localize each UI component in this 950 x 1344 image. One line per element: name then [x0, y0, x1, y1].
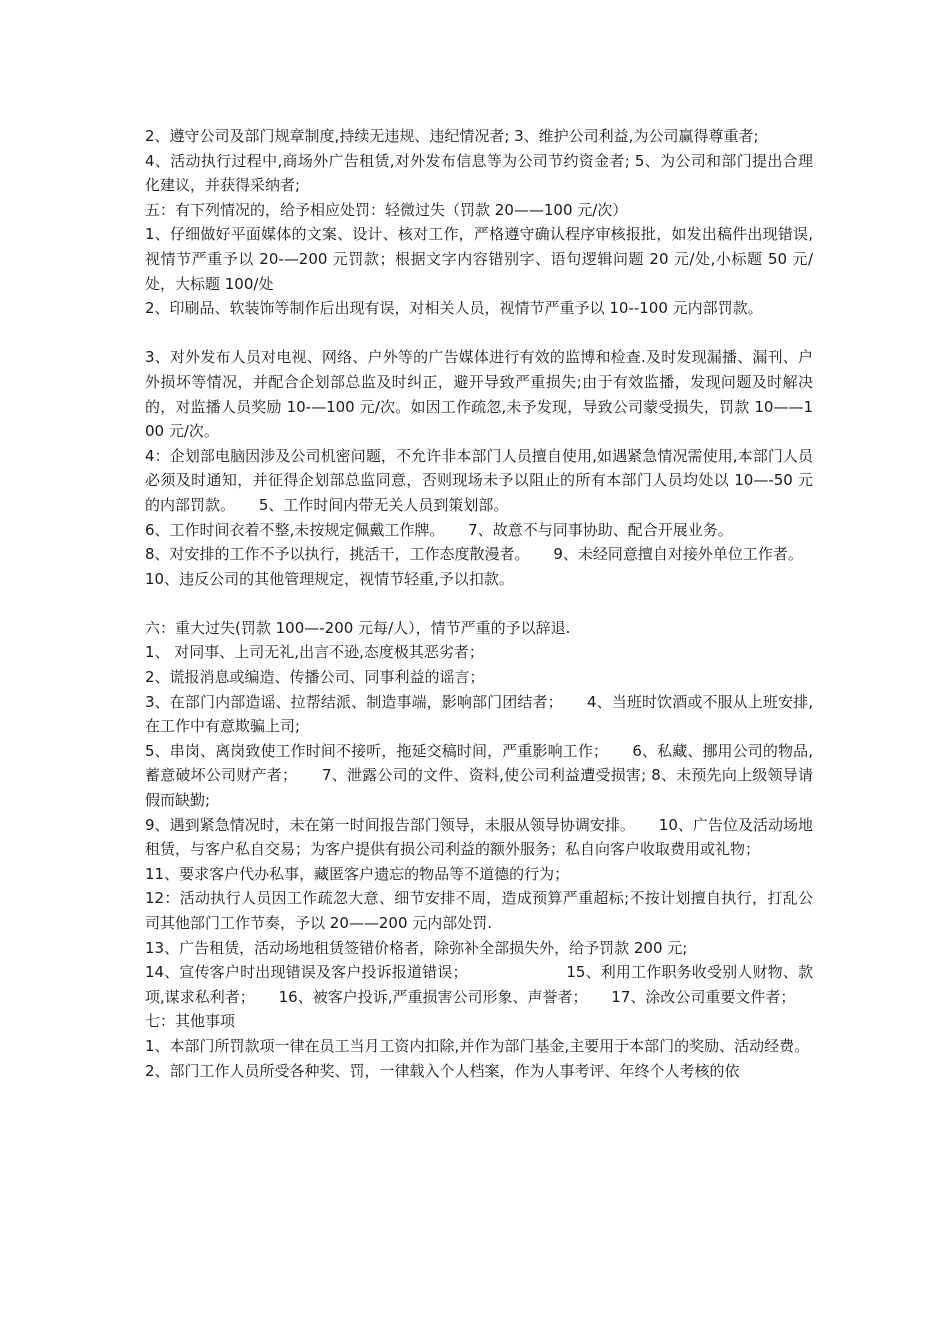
paragraph: 3、对外发布人员对电视、网络、户外等的广告媒体进行有效的监博和检查.及时发现漏播、漏刊、户外损坏等情况，并配合企划部总监及时纠正，避开导致严重损失;由于有效监播，发现问题及时解决的，对监播人员奖励 10-—100 元/次。如因工作疏忽,未予发现，导致公司蒙受损失，罚款 10——100 元/次。	[145, 348, 813, 441]
paragraph: 3、在部门内部造谣、拉帮结派、制造事端，影响部门团结者； 4、当班时饮酒或不服从上班安排,在工作中有意欺骗上司;	[145, 692, 813, 736]
paragraph: 11、要求客户代办私事，藏匿客户遗忘的物品等不道德的行为；	[145, 864, 570, 883]
paragraph: 1、本部门所罚款项一律在员工当月工资内扣除,并作为部门基金,主要用于本部门的奖励、活动经费。	[145, 1036, 810, 1055]
paragraph: 1、仔细做好平面媒体的文案、设计、核对工作，严格遵守确认程序审核报批，如发出稿件出现错误,视情节严重予以 20-—200 元罚款；根据文字内容错别字、语句逻辑问题 20 元/处,小标题 50 元/处，大标题 100/处	[145, 225, 813, 293]
paragraph: 12：活动执行人员因工作疏忽大意、细节安排不周，造成预算严重超标;不按计划擅自执行，打乱公司其他部门工作节奏，予以 20——200 元内部处罚.	[145, 889, 813, 932]
paragraph: 4、活动执行过程中,商场外广告租赁,对外发布信息等为公司节约资金者; 5、为公司和部门提出合理化建议，并获得采纳者;	[145, 151, 813, 195]
paragraph: 2、遵守公司及部门规章制度,持续无违规、违纪情况者; 3、维护公司利益,为公司赢得尊重者;	[145, 127, 759, 145]
document-body	[145, 124, 813, 1083]
paragraph: 6、工作时间衣着不整,未按规定佩戴工作牌。 7、故意不与同事协助、配合开展业务。	[145, 520, 733, 539]
paragraph: 8、对安排的工作不予以执行，挑活干，工作态度散漫者。 9、未经同意擅自对接外单位工作者。	[145, 545, 803, 564]
paragraph: 2、部门工作人员所受各种奖、罚，一律载入个人档案，作为人事考评、年终个人考核的依	[145, 1061, 740, 1080]
paragraph: 4：企划部电脑因涉及公司机密问题，不允许非本部门人员擅自使用,如遇紧急情况需使用,本部门人员必须及时通知，并征得企划部总监同意，否则现场未予以阻止的所有本部门人员均处以 10—-50 元的内部罚款。 5、工作时间内带无关人员到策划部。	[145, 446, 813, 514]
paragraph: 2、谎报消息或编造、传播公司、同事利益的谣言；	[145, 668, 485, 687]
paragraph: 14、宣传客户时出现错误及客户投诉报道错误； 15、利用工作职务收受别人财物、款项,谋求私利者； 16、被客户投诉,严重损害公司形象、声誉者； 17、涂改公司重要文件者；	[145, 963, 813, 1006]
section-heading: 五：有下列情况的，给予相应处罚：轻微过失（罚款 20——100 元/次）	[145, 200, 628, 219]
paragraph: 1、 对同事、上司无礼,出言不逊,态度极其恶劣者；	[145, 643, 484, 662]
section-heading: 六：重大过失(罚款 100—-200 元每/人），情节严重的予以辞退.	[145, 618, 571, 637]
paragraph: 2、印刷品、软装饰等制作后出现有误，对相关人员，视情节严重予以 10--100 元内部罚款。	[145, 299, 763, 318]
section-heading: 七：其他事项	[145, 1012, 236, 1031]
paragraph: 5、串岗、离岗致使工作时间不接听，拖延交稿时间，严重影响工作； 6、私藏、挪用公司的物品,蓄意破坏公司财产者； 7、泄露公司的文件、资料,使公司利益遭受损害; 8、未预先向上级领导请假而缺勤;	[145, 741, 813, 810]
blank-line	[145, 321, 813, 346]
paragraph: 9、遇到紧急情况时，未在第一时间报告部门领导，未服从领导协调安排。 10、广告位及活动场地租赁，与客户私自交易；为客户提供有损公司利益的额外服务；私自向客户收取费用或礼物；	[145, 815, 813, 859]
paragraph: 10、违反公司的其他管理规定，视情节轻重,予以扣款。	[145, 569, 514, 588]
paragraph: 13、广告租赁，活动场地租赁签错价格者，除弥补全部损失外，给予罚款 200 元;	[145, 938, 688, 957]
blank-line	[145, 591, 813, 616]
